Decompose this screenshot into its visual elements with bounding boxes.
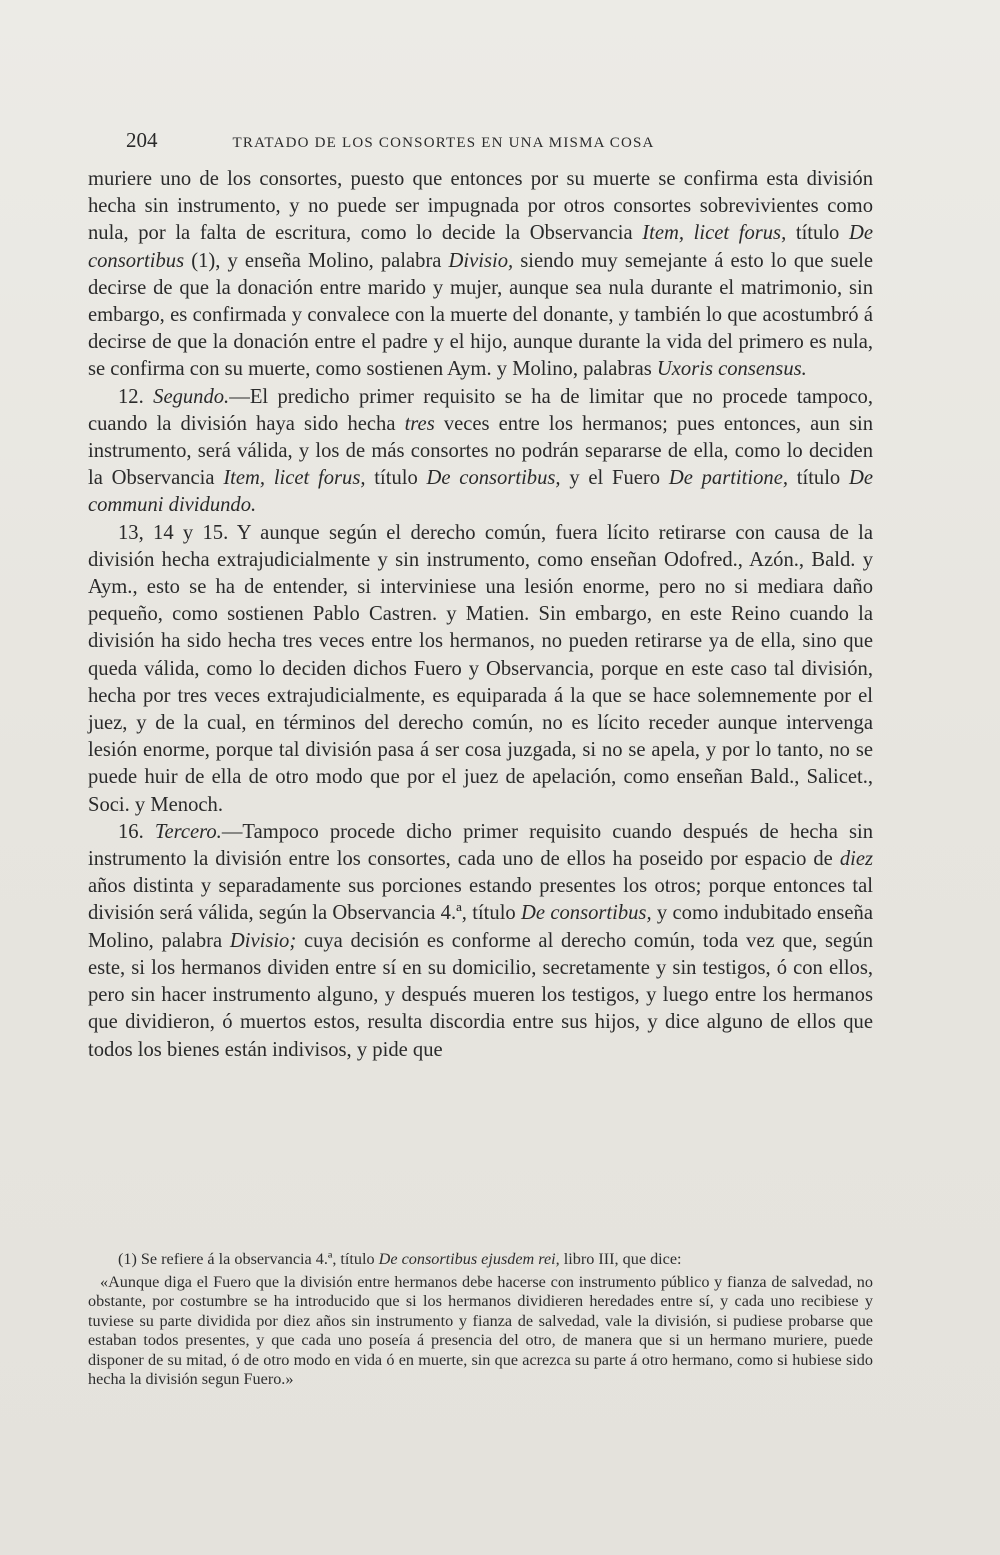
text-run: siendo muy semejante á esto lo que suele decirse de que la donación entre marido y mujer, aunque sea nula durante el matrimonio, sin embargo, es confirmada y convalece con la muerte del donante, y también lo que acostumbró á decirse de que la donación entre el padre y el hijo, aunque durante la vida del primero es nula, se confirma con su muerte, como sostienen Aym. y Molino, palabras [88, 249, 873, 381]
citation-italic: Uxoris consensus. [656, 358, 807, 381]
citation-italic: Divisio; [229, 929, 297, 952]
emphasis-italic: tres [404, 412, 435, 435]
footnote [88, 1250, 873, 1390]
text-run: (1), y enseña Molino, palabra [184, 249, 449, 272]
page-header [126, 128, 876, 158]
text-run: título [787, 467, 849, 490]
citation-italic: De communi dividundo. [88, 467, 874, 517]
text-run: veces entre los hermanos; pues entonces, aun sin instrumento, será válida, y los de más consortes no podrán separarse de ella, como lo deciden la Observancia [88, 412, 874, 490]
footnote-quote: «Aunque diga el Fuero que la división entre hermanos debe hacerse con instrumento público y fianza de salvedad, no obstante, por costumbre se ha introducido que si los hermanos dividieren heredades entre sí, y cada uno recibiese y tuviese su parte dividida por diez años sin instrumento y fianza de salvedad, vale la división, si pudiese probarse que estaban todos presentes, y que cada uno poseía á presencia del otro, de manera que si un hermano muriere, puede disponer de su mitad, ó de otro modo en vida ó en muerte, sin que acrezca su parte á otro hermano, como si hubiese sido hecha la división segun Fuero.» [88, 1272, 873, 1388]
citation-italic: De consortibus ejusdem rei, [378, 1250, 560, 1268]
text-run: 13, 14 y 15. Y aunque según el derecho común, fuera lícito retirarse con causa de la división hecha extrajudicialmente y sin instrumento, como enseñan Odofred., Azón., Bald. y Aym., esto se ha de entender, si interviniese una lesión enorme, pero no si mediara daño pequeño, como sostienen Pablo Castren. y Matien. Sin embargo, en este Reino cuando la división ha sido hecha tres veces entre los hermanos, no pueden retirarse ya de ella, sino que queda válida, como lo deciden dichos Fuero y Observancia, porque en este caso tal división, hecha por tres veces extrajudicialmente, es equiparada á la que se hace solemnemente por el juez, y de la cual, en términos del derecho común, no es lícito receder aunque intervenga lesión enorme, porque tal división pasa á ser cosa juzgada, si no se apela, y por lo tanto, no se puede huir de ella de otro modo que por el juez de apelación, como enseñan Bald., Salicet., Soci. y Menoch. [88, 521, 873, 816]
citation-italic: De consortibus [88, 222, 873, 272]
paragraph-13-15 [88, 520, 873, 819]
paragraph-16 [88, 819, 873, 1064]
text-run: libro III, que dice: [559, 1250, 682, 1268]
section-heading-italic: Tercero. [154, 820, 222, 843]
main-text [88, 166, 873, 1064]
citation-italic: De partitione, [668, 467, 788, 490]
citation-italic: Divisio, [448, 249, 514, 272]
text-run: años distinta y separadamente sus porciones estando presentes los otros; porque entonces tal división será válida, según la Observancia 4.ª, título [88, 875, 873, 925]
text-run: título [365, 467, 427, 490]
text-run: —Tampoco procede dicho primer requisito cuando después de hecha sin instrumento la división entre los consortes, cada uno de ellos ha poseido por espacio de [88, 820, 874, 871]
text-run: muriere uno de los consortes, puesto que entonces por su muerte se confirma esta división hecha sin instrumento, y no puede ser impugnada por otros consortes sobrevivientes como nula, por la falta de escritura, como lo decide la Observancia [88, 168, 873, 245]
text-run: título [786, 222, 849, 245]
paragraph-12 [88, 384, 873, 520]
citation-italic: Item, licet forus, [642, 222, 787, 245]
page-number: 204 [126, 128, 158, 152]
paragraph-continuation [88, 166, 873, 384]
section-number: 16. [118, 820, 155, 843]
text-run: y como indubitado enseña Molino, palabra [88, 902, 873, 952]
text-run: y el Fuero [560, 467, 669, 490]
footnote-reference [88, 1250, 873, 1270]
citation-italic: De consortibus, [521, 902, 652, 925]
citation-italic: Item, licet forus, [223, 467, 366, 490]
section-heading-italic: Segundo. [153, 385, 230, 408]
citation-italic: De consortibus, [426, 467, 561, 490]
text-run: (1) Se refiere á la observancia 4.ª, título [118, 1250, 379, 1268]
running-title: TRATADO DE LOS CONSORTES EN UNA MISMA COSA [232, 135, 655, 151]
section-number: 12. [118, 385, 154, 408]
emphasis-italic: diez [839, 848, 873, 871]
text-run: cuya decisión es conforme al derecho común, toda vez que, según este, si los hermanos dividen entre sí en su domicilio, secretamente y sin testigos, ó con ellos, pero sin hacer instrumento alguno, y después mueren los testigos, y luego entre los hermanos que dividieron, ó muertos estos, resulta discordia entre sus hijos, y dice alguno de ellos que todos los bienes están indivisos, y pide que [88, 929, 874, 1061]
text-run: —El predicho primer requisito se ha de limitar que no procede tampoco, cuando la división haya sido hecha [88, 385, 873, 435]
